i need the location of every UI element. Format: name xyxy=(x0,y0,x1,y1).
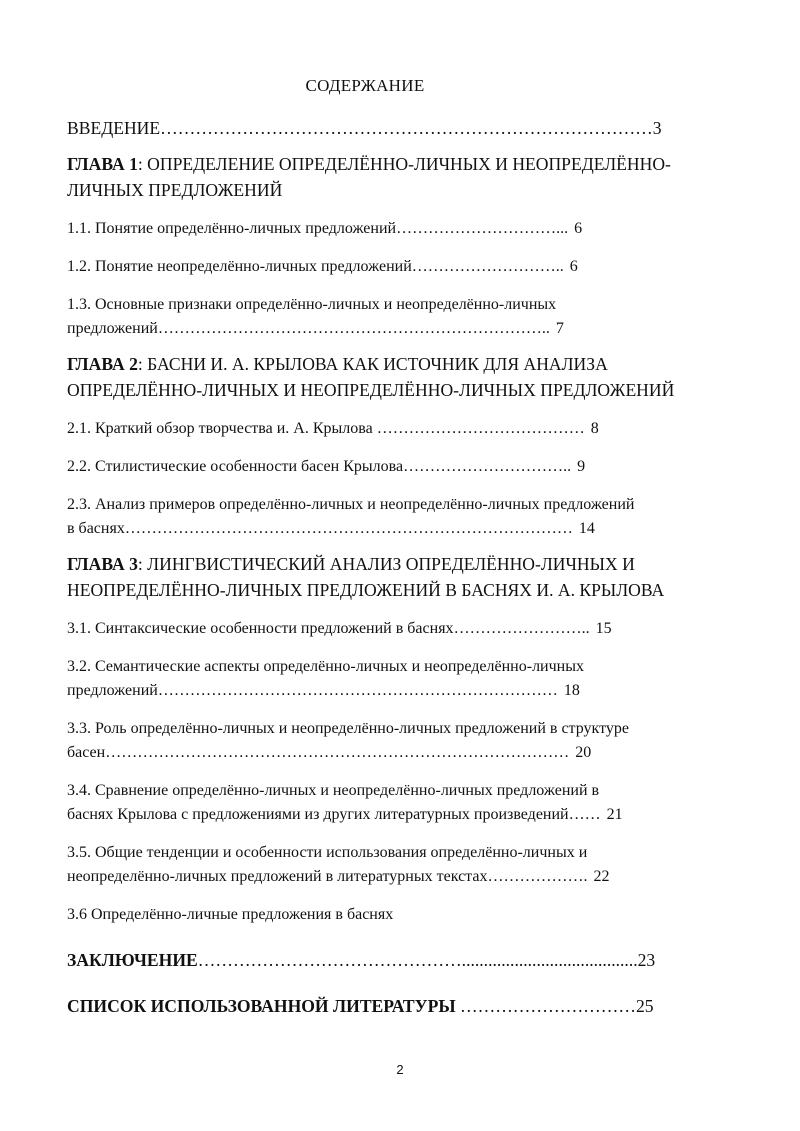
entry-text-line2: неопределённо-личных предложений в литературных текстах xyxy=(67,868,488,885)
leader-dots: …………………….. xyxy=(453,620,590,637)
toc-entry-3-6[interactable] xyxy=(67,903,737,927)
toc-entry-bibliography[interactable] xyxy=(67,993,737,1019)
leader-dots: ………………………….. xyxy=(403,458,572,475)
toc-entry-introduction[interactable] xyxy=(67,115,737,141)
leader-dots: ………………………………………………………………………… xyxy=(160,118,653,138)
entry-text-line1: 3.5. Общие тенденции и особенности использования определённо-личных и xyxy=(67,844,588,861)
table-of-contents xyxy=(67,115,737,1019)
page-ref: 18 xyxy=(563,682,580,699)
toc-chapter-1[interactable] xyxy=(67,151,737,203)
page-ref: 6 xyxy=(569,258,578,275)
entry-text-line1: 3.4. Сравнение определённо-личных и неопределённо-личных предложений в xyxy=(67,782,600,799)
entry-text: 2.2. Стилистические особенности басен Крылова xyxy=(67,458,404,475)
chapter-title-line1: : БАСНИ И. А. КРЫЛОВА КАК ИСТОЧНИК ДЛЯ АНАЛИЗА xyxy=(137,354,608,374)
toc-entry-2-3[interactable] xyxy=(67,493,737,541)
entry-text-line1: 1.3. Основные признаки определённо-личных и неопределённо-личных xyxy=(67,296,557,313)
entry-text: 2.1. Краткий обзор творчества и. А. Крылова xyxy=(67,420,377,437)
page-ref: 21 xyxy=(606,806,623,823)
leader-dots: ………………………………………………………………… xyxy=(157,682,558,699)
entry-text-line1: 2.3. Анализ примеров определённо-личных и неопределённо-личных предложений xyxy=(67,496,635,513)
toc-entry-3-3[interactable] xyxy=(67,717,737,765)
leader-dots: ………………………………………………………………………… xyxy=(124,520,573,537)
page-ref: 8 xyxy=(590,420,599,437)
leader-dots: ………………………………… xyxy=(376,420,585,437)
leader-dots: …………………………... xyxy=(396,220,569,237)
page-ref: 25 xyxy=(635,996,654,1016)
page-ref: 23 xyxy=(637,950,656,970)
toc-entry-1-1[interactable] xyxy=(67,217,737,241)
entry-text-line2: в баснях xyxy=(67,520,125,537)
toc-entry-3-4[interactable] xyxy=(67,779,737,827)
page-ref: 6 xyxy=(574,220,583,237)
entry-label: ВВЕДЕНИЕ xyxy=(67,118,161,138)
page-ref: 9 xyxy=(577,458,586,475)
page-ref: 7 xyxy=(555,320,564,337)
entry-text-line2: предложений xyxy=(67,320,158,337)
chapter-title-line2: ЛИЧНЫХ ПРЕДЛОЖЕНИЙ xyxy=(67,180,283,200)
toc-entry-2-1[interactable] xyxy=(67,417,737,441)
page-ref: 15 xyxy=(595,620,612,637)
entry-text: 3.1. Синтаксические особенности предложений в баснях xyxy=(67,620,454,637)
chapter-title-line2: ОПРЕДЕЛЁННО-ЛИЧНЫХ И НЕОПРЕДЕЛЁННО-ЛИЧНЫХ ПРЕДЛОЖЕНИЙ xyxy=(67,380,675,400)
chapter-title-line1: : ЛИНГВИСТИЧЕСКИЙ АНАЛИЗ ОПРЕДЕЛЁННО-ЛИЧНЫХ И xyxy=(137,554,635,574)
chapter-title-line1: : ОПРЕДЕЛЕНИЕ ОПРЕДЕЛЁННО-ЛИЧНЫХ И НЕОПРЕДЕЛЁННО- xyxy=(137,154,671,174)
toc-entry-conclusion[interactable] xyxy=(67,947,737,973)
page-ref: 20 xyxy=(575,744,592,761)
entry-text: 1.1. Понятие определённо-личных предложений xyxy=(67,220,397,237)
entry-text-line1: 3.3. Роль определённо-личных и неопределённо-личных предложений в структуре xyxy=(67,720,629,737)
page-number: 2 xyxy=(396,1062,404,1077)
chapter-label: ГЛАВА 2 xyxy=(67,354,138,374)
entry-text: 1.2. Понятие неопределённо-личных предложений xyxy=(67,258,412,275)
entry-label: СПИСОК ИСПОЛЬЗОВАННОЙ ЛИТЕРАТУРЫ xyxy=(67,996,461,1016)
chapter-label: ГЛАВА 1 xyxy=(67,154,138,174)
entry-text-line2: предложений xyxy=(67,682,158,699)
page-ref: 3 xyxy=(652,118,662,138)
leader-dots: ……………………….. xyxy=(411,258,564,275)
toc-entry-2-2[interactable] xyxy=(67,455,737,479)
toc-entry-1-2[interactable] xyxy=(67,255,737,279)
toc-entry-3-1[interactable] xyxy=(67,617,737,641)
toc-entry-3-2[interactable] xyxy=(67,655,737,703)
leader-dots: ………………………… xyxy=(460,996,636,1016)
chapter-title-line2: НЕОПРЕДЕЛЁННО-ЛИЧНЫХ ПРЕДЛОЖЕНИЙ В БАСНЯХ И. А. КРЫЛОВА xyxy=(67,580,665,600)
toc-entry-1-3[interactable] xyxy=(67,293,737,341)
leader-dots: ………………………………………........................................ xyxy=(197,950,638,970)
leader-dots: …… xyxy=(568,806,601,823)
leader-dots: ……………………………………………………………….. xyxy=(157,320,550,337)
leader-dots: …………………………………………………………………………… xyxy=(105,744,570,761)
chapter-label: ГЛАВА 3 xyxy=(67,554,138,574)
toc-chapter-2[interactable] xyxy=(67,351,737,403)
toc-title: СОДЕРЖАНИЕ xyxy=(305,76,425,95)
entry-text-line1: 3.2. Семантические аспекты определённо-личных и неопределённо-личных xyxy=(67,658,584,675)
entry-text: 3.6 Определённо-личные предложения в баснях xyxy=(67,906,394,923)
entry-text-line2: басен xyxy=(67,744,106,761)
toc-chapter-3[interactable] xyxy=(67,551,737,603)
entry-label: ЗАКЛЮЧЕНИЕ xyxy=(67,950,198,970)
toc-entry-3-5[interactable] xyxy=(67,841,737,889)
leader-dots: ………………. xyxy=(487,868,588,885)
page-ref: 22 xyxy=(593,868,610,885)
page-ref: 14 xyxy=(578,520,595,537)
entry-text-line2: баснях Крылова с предложениями из других литературных произведений xyxy=(67,806,569,823)
